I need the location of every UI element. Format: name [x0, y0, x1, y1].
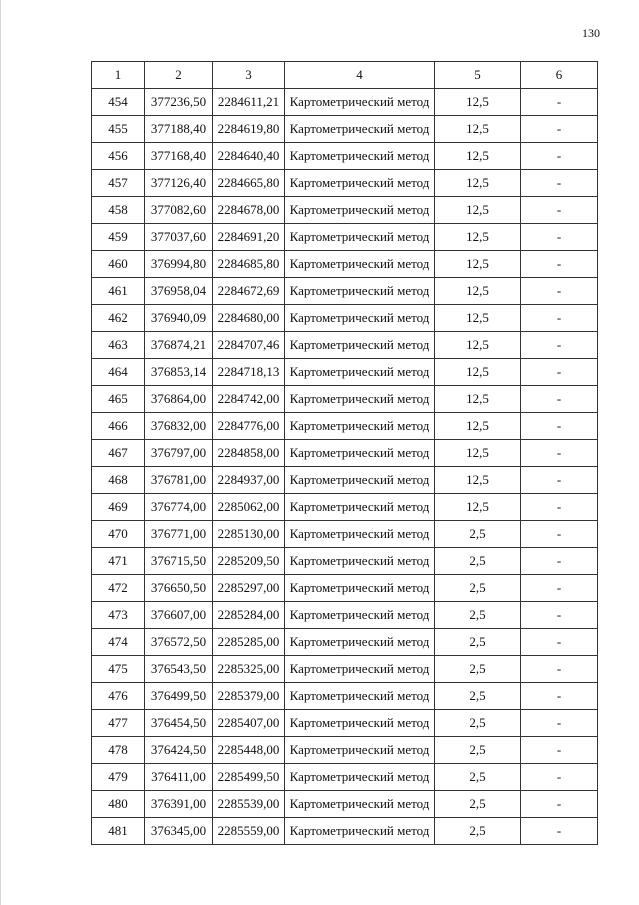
x-coordinate-cell: 376771,00 [145, 521, 213, 548]
accuracy-cell: 12,5 [435, 413, 521, 440]
description-cell: - [521, 602, 598, 629]
point-number-cell: 469 [92, 494, 145, 521]
method-cell: Картометрический метод [285, 305, 435, 332]
method-cell: Картометрический метод [285, 791, 435, 818]
column-header-3: 3 [213, 62, 285, 89]
description-cell: - [521, 170, 598, 197]
description-cell: - [521, 764, 598, 791]
table-row [92, 737, 598, 764]
y-coordinate-cell: 2284678,00 [213, 197, 285, 224]
method-cell: Картометрический метод [285, 116, 435, 143]
y-coordinate-cell: 2284937,00 [213, 467, 285, 494]
description-cell: - [521, 467, 598, 494]
point-number-cell: 460 [92, 251, 145, 278]
x-coordinate-cell: 376345,00 [145, 818, 213, 845]
accuracy-cell: 2,5 [435, 575, 521, 602]
accuracy-cell: 12,5 [435, 386, 521, 413]
description-cell: - [521, 656, 598, 683]
table-row [92, 440, 598, 467]
point-number-cell: 478 [92, 737, 145, 764]
y-coordinate-cell: 2285130,00 [213, 521, 285, 548]
table-header-row [92, 62, 598, 89]
x-coordinate-cell: 376874,21 [145, 332, 213, 359]
accuracy-cell: 12,5 [435, 116, 521, 143]
point-number-cell: 477 [92, 710, 145, 737]
point-number-cell: 470 [92, 521, 145, 548]
y-coordinate-cell: 2284665,80 [213, 170, 285, 197]
method-cell: Картометрический метод [285, 413, 435, 440]
table-row [92, 548, 598, 575]
column-header-5: 5 [435, 62, 521, 89]
accuracy-cell: 12,5 [435, 332, 521, 359]
table-row [92, 224, 598, 251]
x-coordinate-cell: 376958,04 [145, 278, 213, 305]
accuracy-cell: 2,5 [435, 791, 521, 818]
accuracy-cell: 12,5 [435, 143, 521, 170]
description-cell: - [521, 89, 598, 116]
y-coordinate-cell: 2285539,00 [213, 791, 285, 818]
y-coordinate-cell: 2285325,00 [213, 656, 285, 683]
page-number: 130 [582, 26, 600, 40]
table-row [92, 170, 598, 197]
accuracy-cell: 12,5 [435, 440, 521, 467]
point-number-cell: 481 [92, 818, 145, 845]
table-row [92, 251, 598, 278]
y-coordinate-cell: 2285559,00 [213, 818, 285, 845]
column-header-4: 4 [285, 62, 435, 89]
description-cell: - [521, 710, 598, 737]
table-row [92, 629, 598, 656]
description-cell: - [521, 251, 598, 278]
table-row [92, 791, 598, 818]
y-coordinate-cell: 2285379,00 [213, 683, 285, 710]
x-coordinate-cell: 376454,50 [145, 710, 213, 737]
description-cell: - [521, 818, 598, 845]
table-row [92, 818, 598, 845]
description-cell: - [521, 548, 598, 575]
y-coordinate-cell: 2285062,00 [213, 494, 285, 521]
x-coordinate-cell: 377236,50 [145, 89, 213, 116]
scan-edge-line [0, 0, 1, 905]
table-row [92, 359, 598, 386]
x-coordinate-cell: 376391,00 [145, 791, 213, 818]
point-number-cell: 480 [92, 791, 145, 818]
x-coordinate-cell: 377168,40 [145, 143, 213, 170]
x-coordinate-cell: 376864,00 [145, 386, 213, 413]
description-cell: - [521, 386, 598, 413]
x-coordinate-cell: 376853,14 [145, 359, 213, 386]
point-number-cell: 464 [92, 359, 145, 386]
point-number-cell: 456 [92, 143, 145, 170]
y-coordinate-cell: 2285284,00 [213, 602, 285, 629]
x-coordinate-cell: 376572,50 [145, 629, 213, 656]
accuracy-cell: 2,5 [435, 629, 521, 656]
description-cell: - [521, 359, 598, 386]
table-row [92, 494, 598, 521]
description-cell: - [521, 629, 598, 656]
x-coordinate-cell: 376424,50 [145, 737, 213, 764]
description-cell: - [521, 791, 598, 818]
accuracy-cell: 12,5 [435, 170, 521, 197]
description-cell: - [521, 737, 598, 764]
x-coordinate-cell: 376543,50 [145, 656, 213, 683]
method-cell: Картометрический метод [285, 332, 435, 359]
point-number-cell: 462 [92, 305, 145, 332]
point-number-cell: 479 [92, 764, 145, 791]
y-coordinate-cell: 2285297,00 [213, 575, 285, 602]
x-coordinate-cell: 377126,40 [145, 170, 213, 197]
x-coordinate-cell: 377037,60 [145, 224, 213, 251]
accuracy-cell: 12,5 [435, 494, 521, 521]
accuracy-cell: 12,5 [435, 467, 521, 494]
method-cell: Картометрический метод [285, 386, 435, 413]
x-coordinate-cell: 376781,00 [145, 467, 213, 494]
x-coordinate-cell: 376715,50 [145, 548, 213, 575]
point-number-cell: 473 [92, 602, 145, 629]
accuracy-cell: 2,5 [435, 521, 521, 548]
point-number-cell: 476 [92, 683, 145, 710]
description-cell: - [521, 494, 598, 521]
method-cell: Картометрический метод [285, 89, 435, 116]
y-coordinate-cell: 2284619,80 [213, 116, 285, 143]
point-number-cell: 454 [92, 89, 145, 116]
x-coordinate-cell: 376797,00 [145, 440, 213, 467]
point-number-cell: 475 [92, 656, 145, 683]
accuracy-cell: 12,5 [435, 251, 521, 278]
method-cell: Картометрический метод [285, 440, 435, 467]
method-cell: Картометрический метод [285, 197, 435, 224]
y-coordinate-cell: 2284718,13 [213, 359, 285, 386]
y-coordinate-cell: 2285285,00 [213, 629, 285, 656]
y-coordinate-cell: 2284680,00 [213, 305, 285, 332]
description-cell: - [521, 278, 598, 305]
method-cell: Картометрический метод [285, 143, 435, 170]
accuracy-cell: 2,5 [435, 548, 521, 575]
accuracy-cell: 12,5 [435, 224, 521, 251]
method-cell: Картометрический метод [285, 224, 435, 251]
method-cell: Картометрический метод [285, 467, 435, 494]
y-coordinate-cell: 2285209,50 [213, 548, 285, 575]
method-cell: Картометрический метод [285, 278, 435, 305]
description-cell: - [521, 224, 598, 251]
method-cell: Картометрический метод [285, 764, 435, 791]
description-cell: - [521, 116, 598, 143]
description-cell: - [521, 575, 598, 602]
point-number-cell: 463 [92, 332, 145, 359]
point-number-cell: 465 [92, 386, 145, 413]
table-row [92, 305, 598, 332]
table-row [92, 89, 598, 116]
column-header-1: 1 [92, 62, 145, 89]
accuracy-cell: 2,5 [435, 602, 521, 629]
table-row [92, 521, 598, 548]
y-coordinate-cell: 2284672,69 [213, 278, 285, 305]
table-body [92, 89, 598, 845]
description-cell: - [521, 143, 598, 170]
accuracy-cell: 2,5 [435, 737, 521, 764]
x-coordinate-cell: 376411,00 [145, 764, 213, 791]
point-number-cell: 472 [92, 575, 145, 602]
coordinates-table [91, 61, 598, 845]
x-coordinate-cell: 376832,00 [145, 413, 213, 440]
x-coordinate-cell: 376774,00 [145, 494, 213, 521]
method-cell: Картометрический метод [285, 251, 435, 278]
x-coordinate-cell: 377082,60 [145, 197, 213, 224]
table-row [92, 278, 598, 305]
method-cell: Картометрический метод [285, 170, 435, 197]
y-coordinate-cell: 2285407,00 [213, 710, 285, 737]
method-cell: Картометрический метод [285, 656, 435, 683]
table-row [92, 683, 598, 710]
x-coordinate-cell: 376499,50 [145, 683, 213, 710]
accuracy-cell: 12,5 [435, 197, 521, 224]
table-row [92, 602, 598, 629]
description-cell: - [521, 440, 598, 467]
description-cell: - [521, 332, 598, 359]
point-number-cell: 461 [92, 278, 145, 305]
accuracy-cell: 2,5 [435, 710, 521, 737]
method-cell: Картометрический метод [285, 494, 435, 521]
table-row [92, 764, 598, 791]
y-coordinate-cell: 2284611,21 [213, 89, 285, 116]
accuracy-cell: 12,5 [435, 305, 521, 332]
description-cell: - [521, 305, 598, 332]
table-row [92, 575, 598, 602]
description-cell: - [521, 683, 598, 710]
y-coordinate-cell: 2284707,46 [213, 332, 285, 359]
table-row [92, 656, 598, 683]
point-number-cell: 474 [92, 629, 145, 656]
accuracy-cell: 12,5 [435, 278, 521, 305]
x-coordinate-cell: 376607,00 [145, 602, 213, 629]
description-cell: - [521, 197, 598, 224]
point-number-cell: 466 [92, 413, 145, 440]
y-coordinate-cell: 2285499,50 [213, 764, 285, 791]
y-coordinate-cell: 2284640,40 [213, 143, 285, 170]
accuracy-cell: 2,5 [435, 818, 521, 845]
column-header-2: 2 [145, 62, 213, 89]
point-number-cell: 455 [92, 116, 145, 143]
point-number-cell: 471 [92, 548, 145, 575]
table-row [92, 467, 598, 494]
method-cell: Картометрический метод [285, 737, 435, 764]
accuracy-cell: 2,5 [435, 764, 521, 791]
table-row [92, 143, 598, 170]
table-row [92, 413, 598, 440]
method-cell: Картометрический метод [285, 602, 435, 629]
x-coordinate-cell: 376994,80 [145, 251, 213, 278]
method-cell: Картометрический метод [285, 548, 435, 575]
description-cell: - [521, 413, 598, 440]
y-coordinate-cell: 2284776,00 [213, 413, 285, 440]
accuracy-cell: 2,5 [435, 683, 521, 710]
method-cell: Картометрический метод [285, 629, 435, 656]
column-header-6: 6 [521, 62, 598, 89]
y-coordinate-cell: 2284858,00 [213, 440, 285, 467]
point-number-cell: 458 [92, 197, 145, 224]
description-cell: - [521, 521, 598, 548]
x-coordinate-cell: 377188,40 [145, 116, 213, 143]
point-number-cell: 457 [92, 170, 145, 197]
accuracy-cell: 2,5 [435, 656, 521, 683]
method-cell: Картометрический метод [285, 359, 435, 386]
accuracy-cell: 12,5 [435, 359, 521, 386]
y-coordinate-cell: 2284691,20 [213, 224, 285, 251]
method-cell: Картометрический метод [285, 521, 435, 548]
table-row [92, 386, 598, 413]
y-coordinate-cell: 2285448,00 [213, 737, 285, 764]
method-cell: Картометрический метод [285, 818, 435, 845]
method-cell: Картометрический метод [285, 710, 435, 737]
x-coordinate-cell: 376650,50 [145, 575, 213, 602]
y-coordinate-cell: 2284685,80 [213, 251, 285, 278]
point-number-cell: 468 [92, 467, 145, 494]
table-row [92, 197, 598, 224]
method-cell: Картометрический метод [285, 575, 435, 602]
table-row [92, 710, 598, 737]
point-number-cell: 467 [92, 440, 145, 467]
point-number-cell: 459 [92, 224, 145, 251]
method-cell: Картометрический метод [285, 683, 435, 710]
table-row [92, 116, 598, 143]
table-row [92, 332, 598, 359]
accuracy-cell: 12,5 [435, 89, 521, 116]
x-coordinate-cell: 376940,09 [145, 305, 213, 332]
y-coordinate-cell: 2284742,00 [213, 386, 285, 413]
